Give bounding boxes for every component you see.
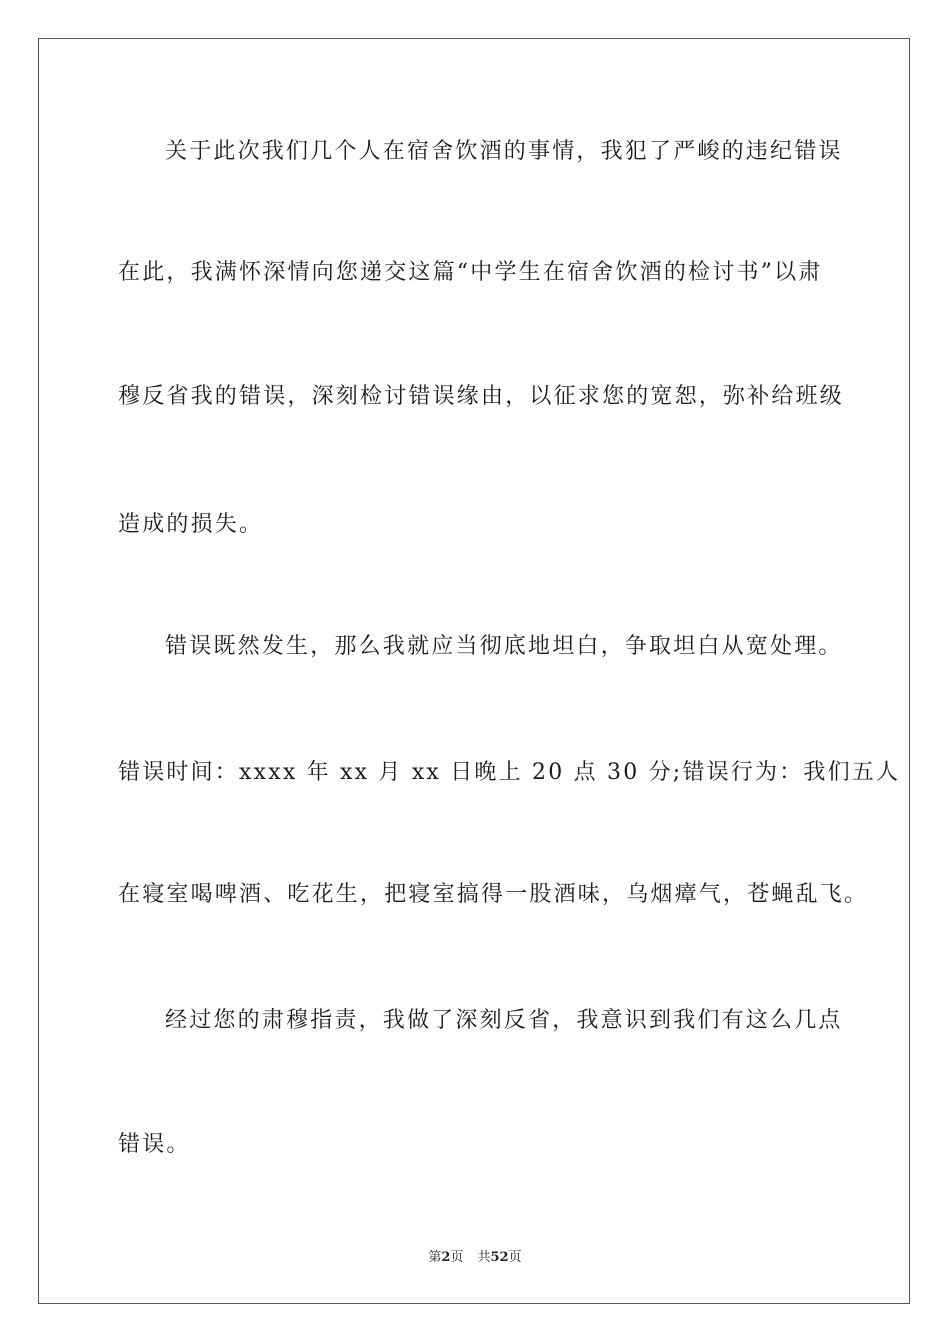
page-footer [0,1246,950,1265]
paragraph-1-line-4: 造成的损失。 [118,512,264,537]
paragraph-1-line-2: 在此，我满怀深情向您递交这篇“中学生在宿舍饮酒的检讨书”以肃 [118,260,823,285]
paragraph-4-line-2: 错误。 [118,1132,191,1157]
page-border [38,38,910,1304]
total-pages: 52 [490,1250,509,1265]
paragraph-4-line-1: 经过您的肃穆指责，我做了深刻反省，我意识到我们有这么几点 [165,1008,843,1033]
paragraph-3-line-1: 错误时间：xxxx 年 xx 月 xx 日晚上 20 点 30 分;错误行为：我们五人 [118,760,901,785]
paragraph-1-line-1: 关于此次我们几个人在宿舍饮酒的事情，我犯了严峻的违纪错误 [165,139,843,164]
page-prefix: 第 [428,1250,442,1265]
paragraph-1-line-3: 穆反省我的错误，深刻检讨错误缘由，以征求您的宽恕，弥补给班级 [118,384,845,409]
paragraph-3-line-2: 在寝室喝啤酒、吃花生，把寝室搞得一股酒味，乌烟瘴气，苍蝇乱飞。 [118,882,869,907]
total-suffix: 页 [508,1250,522,1265]
page-suffix: 页 [450,1250,464,1265]
total-prefix: 共 [477,1250,491,1265]
page-number: 2 [441,1250,451,1265]
paragraph-2-line-1: 错误既然发生，那么我就应当彻底地坦白，争取坦白从宽处理。 [165,634,843,659]
